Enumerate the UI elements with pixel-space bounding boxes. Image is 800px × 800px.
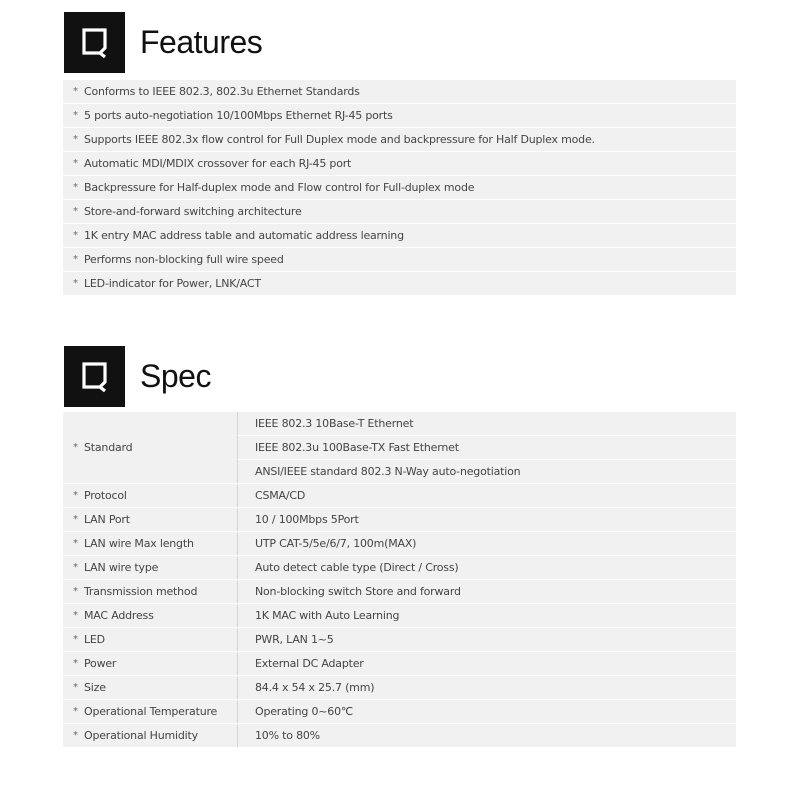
bullet-marker: * <box>73 682 78 693</box>
spec-value: CSMA/CD <box>238 484 737 508</box>
feature-item <box>63 104 736 128</box>
spec-table <box>63 412 736 747</box>
spec-label-cell <box>63 580 238 604</box>
feature-text: Store-and-forward switching architecture <box>84 205 302 218</box>
spec-row <box>63 628 736 652</box>
feature-item <box>63 200 736 224</box>
spec-row <box>63 412 736 436</box>
spec-value: Auto detect cable type (Direct / Cross) <box>238 556 737 580</box>
feature-text: Backpressure for Half-duplex mode and Flow control for Full-duplex mode <box>84 181 475 194</box>
spec-label: Operational Temperature <box>84 705 218 718</box>
spec-label: Operational Humidity <box>84 729 198 742</box>
spec-label-cell <box>63 556 238 580</box>
feature-item <box>63 224 736 248</box>
features-list <box>63 80 736 295</box>
feature-text: Automatic MDI/MDIX crossover for each RJ-45 port <box>84 157 352 170</box>
spec-label-cell <box>63 508 238 532</box>
spec-row <box>63 724 736 748</box>
spec-label-cell <box>63 724 238 748</box>
spec-value: Non-blocking switch Store and forward <box>238 580 737 604</box>
spec-label-cell <box>63 628 238 652</box>
bullet-marker: * <box>73 562 78 573</box>
spec-label: LAN wire type <box>84 561 159 574</box>
spec-row <box>63 580 736 604</box>
bullet-marker: * <box>73 158 78 169</box>
feature-text: 1K entry MAC address table and automatic address learning <box>84 229 404 242</box>
spec-row <box>63 508 736 532</box>
spec-row <box>63 652 736 676</box>
spec-value: 10% to 80% <box>255 729 320 742</box>
spec-value: IEEE 802.3 10Base-T Ethernet <box>238 412 737 436</box>
feature-text: LED-indicator for Power, LNK/ACT <box>84 277 261 290</box>
spec-label-cell <box>63 676 238 700</box>
spec-title: Spec <box>140 358 211 394</box>
bullet-marker: * <box>73 514 78 525</box>
features-title: Features <box>140 24 263 60</box>
spec-label-cell <box>63 700 238 724</box>
feature-text: Supports IEEE 802.3x flow control for Full Duplex mode and backpressure for Half Duplex mode. <box>84 133 595 146</box>
spec-value: External DC Adapter <box>238 652 737 676</box>
feature-item <box>63 128 736 152</box>
spec-value: 10 / 100Mbps 5Port <box>238 508 737 532</box>
feature-text: Performs non-blocking full wire speed <box>84 253 284 266</box>
spec-header <box>64 345 211 407</box>
features-header <box>64 11 262 73</box>
speech-bubble-icon <box>64 12 125 73</box>
spec-label: MAC Address <box>84 609 154 622</box>
spec-value: PWR, LAN 1~5 <box>238 628 737 652</box>
spec-label: LAN wire Max length <box>84 537 194 550</box>
spec-value: 1K MAC with Auto Learning <box>238 604 737 628</box>
bullet-marker: * <box>73 86 78 97</box>
spec-label: LAN Port <box>84 513 130 526</box>
spec-label: Standard <box>84 441 133 454</box>
spec-label-cell <box>63 484 238 508</box>
bullet-marker: * <box>73 254 78 265</box>
spec-label-cell <box>63 652 238 676</box>
bullet-marker: * <box>73 278 78 289</box>
bullet-marker: * <box>73 634 78 645</box>
bullet-marker: * <box>73 706 78 717</box>
bullet-marker: * <box>73 134 78 145</box>
feature-item <box>63 176 736 200</box>
bullet-marker: * <box>73 182 78 193</box>
spec-label: Transmission method <box>84 585 198 598</box>
feature-item <box>63 272 736 295</box>
feature-text: 5 ports auto-negotiation 10/100Mbps Ethernet RJ-45 ports <box>84 109 393 122</box>
bullet-marker: * <box>73 110 78 121</box>
feature-item <box>63 248 736 272</box>
spec-value: 84.4 x 54 x 25.7 (mm) <box>238 676 737 700</box>
spec-value: IEEE 802.3u 100Base-TX Fast Ethernet <box>238 436 737 460</box>
speech-bubble-icon <box>64 346 125 407</box>
feature-item <box>63 80 736 104</box>
bullet-marker: * <box>73 586 78 597</box>
bullet-marker: * <box>73 610 78 621</box>
bullet-marker: * <box>73 490 78 501</box>
spec-label-cell <box>63 532 238 556</box>
bullet-marker: * <box>73 442 78 453</box>
bullet-marker: * <box>73 538 78 549</box>
bullet-marker: * <box>73 658 78 669</box>
feature-text: Conforms to IEEE 802.3, 802.3u Ethernet Standards <box>84 85 360 98</box>
spec-label: LED <box>84 633 105 646</box>
spec-row <box>63 700 736 724</box>
spec-row <box>63 604 736 628</box>
spec-label: Protocol <box>84 489 127 502</box>
spec-label: Size <box>84 681 106 694</box>
spec-label-cell <box>63 412 238 484</box>
spec-value: ANSI/IEEE standard 802.3 N-Way auto-negotiation <box>238 460 737 484</box>
spec-row <box>63 532 736 556</box>
spec-row <box>63 556 736 580</box>
bullet-marker: * <box>73 206 78 217</box>
spec-value: UTP CAT-5/5e/6/7, 100m(MAX) <box>238 532 737 556</box>
bullet-marker: * <box>73 730 78 741</box>
feature-item <box>63 152 736 176</box>
spec-label-cell <box>63 604 238 628</box>
spec-row <box>63 484 736 508</box>
bullet-marker: * <box>73 230 78 241</box>
spec-value: Operating 0~60℃ <box>238 700 737 724</box>
spec-label: Power <box>84 657 117 670</box>
spec-row <box>63 676 736 700</box>
